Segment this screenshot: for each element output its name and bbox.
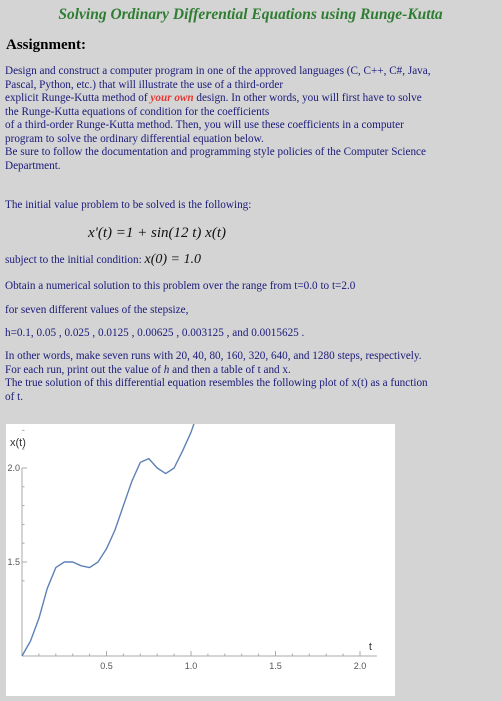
initial-condition-label: subject to the initial condition:: [5, 254, 145, 266]
assignment-heading: Assignment:: [6, 37, 87, 53]
x-tick-label: 2.0: [353, 661, 367, 671]
description-line: Be sure to follow the documentation and programming style policies of the Computer Science: [5, 146, 426, 158]
x-tick-label: 1.0: [184, 661, 198, 671]
differential-equation: x'(t) =1 + sin(12 t) x(t): [88, 225, 226, 241]
description-line: [5, 92, 495, 106]
description-line: the Runge-Kutta equations of condition for the coefficients: [5, 105, 270, 118]
description-line: of a third-order Runge-Kutta method. Then, you will use these coefficients in a computer: [5, 119, 404, 131]
description-line: Design and construct a computer program in one of the approved languages (C, C++, C#, Java,: [5, 65, 431, 77]
x-axis-label: t: [368, 641, 372, 653]
h-values: h=0.1, 0.05 , 0.025 , 0.0125 , 0.00625 , 0.003125 , and 0.0015625 .: [5, 327, 305, 339]
range-text: Obtain a numerical solution to this problem over the range from t=0.0 to t=2.0: [5, 280, 356, 292]
solution-curve: [22, 424, 360, 656]
initial-condition: [5, 253, 495, 268]
description-line: program to solve the ordinary differential equation below.: [5, 132, 264, 145]
runs-line: [5, 364, 495, 378]
h-symbol: h: [163, 363, 170, 376]
page-title: Solving Ordinary Differential Equations using Runge-Kutta: [58, 6, 443, 23]
solution-plot: [6, 424, 395, 696]
runs-line: of t.: [5, 390, 24, 403]
description-line: Pascal, Python, etc.) that will illustrate the use of a third-order: [5, 78, 284, 91]
y-tick-label: 1.5: [7, 557, 20, 567]
x-tick-label: 0.5: [100, 661, 113, 671]
emphasis-your-own: your own: [150, 92, 194, 104]
x-tick-label: 1.5: [269, 661, 282, 671]
runs-line: In other words, make seven runs with 20, 40, 80, 160, 320, 640, and 1280 steps, respectively.: [5, 350, 422, 362]
runs-text: and then a table of t and x.: [169, 363, 291, 376]
runs-line: The true solution of this differential equation resembles the following plot of x(t) as a function: [5, 377, 428, 389]
solution-plot-svg: [6, 424, 395, 696]
assignment-description: [5, 65, 495, 173]
y-tick-label: 2.0: [7, 463, 20, 473]
description-text: explicit Runge-Kutta method of: [5, 92, 151, 104]
runs-text: For each run, print out the value of: [5, 363, 164, 376]
initial-condition-math: x(0) = 1.0: [144, 252, 202, 267]
stepsize-text: for seven different values of the stepsize,: [5, 304, 189, 316]
ivp-intro: The initial value problem to be solved is the following:: [5, 199, 252, 211]
description-line: Department.: [5, 159, 61, 172]
runs-description: [5, 350, 495, 404]
y-axis-label: x(t): [10, 437, 26, 449]
description-text: design. In other words, you will first have to solve: [193, 92, 422, 104]
